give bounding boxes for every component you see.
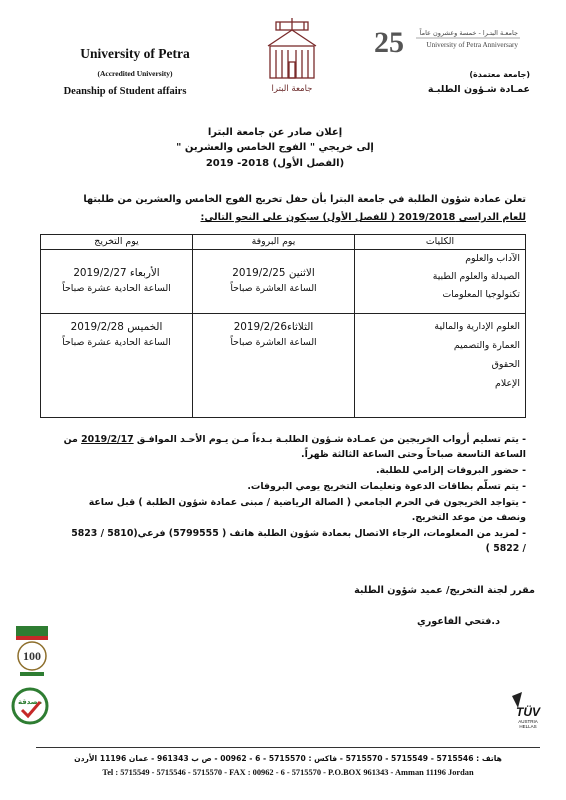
row1-graduation xyxy=(41,266,192,296)
intro-line-2-text: للعام الدراسي 2019/2018 ( للفصل الأول) سيكون على النحو التالي: xyxy=(200,212,526,223)
anniversary-logo xyxy=(372,24,522,58)
college-name: الصيدلة والعلوم الطبية xyxy=(432,271,520,282)
bullet-contact: - لمزيد من المعلومات، الرجاء الاتصال بعمادة شؤون الطلبة هاتف ( 5799555) فرعي(5810 / 5823 xyxy=(71,528,526,539)
rehearsal-time: الساعة العاشرة صباحاً xyxy=(230,337,317,348)
college-name: العمارة والتصميم xyxy=(453,340,520,351)
header-colleges: الكليات xyxy=(425,236,455,247)
bullet-robes-date: 2019/2/17 xyxy=(81,434,134,445)
rehearsal-day: الاثنين 2019/2/25 xyxy=(232,267,315,279)
bullet-rehearsal-mandatory: - حضور البروفات إلزامي للطلبة. xyxy=(376,465,526,476)
iso-label: مصدقة xyxy=(17,698,43,706)
footer-divider xyxy=(36,747,540,748)
row2-rehearsal xyxy=(193,320,354,350)
graduation-time: الساعة الحادية عشرة صباحاً xyxy=(62,337,171,348)
tuv-sub-1: AUSTRIA xyxy=(518,719,538,724)
table-header-divider xyxy=(40,249,526,250)
arabic-deanship-label: عمـادة شـؤون الطلبـة xyxy=(427,84,530,95)
college-name: الإعلام xyxy=(495,378,520,389)
bullet-attendance: - يتواجد الخريجون في الحرم الجامعي ( الصالة الرياضية / مبنى عمادة شؤون الطلبة ) قبل ساعة xyxy=(88,497,526,508)
anniversary-number: 25 xyxy=(374,26,404,58)
bullet-attendance-line-2: ونصف من موعد التخريج. xyxy=(411,512,526,523)
footer-contact-arabic: هاتف : 5715546 - 5715549 - 5715570 - فاكس : 5715570 - 6 - 00962 - ص ب 961343 - عمان 11196 الأردن xyxy=(74,754,502,763)
tuv-mark: TÜV xyxy=(516,705,540,719)
rehearsal-day: الثلاثاء2019/2/26 xyxy=(233,321,314,333)
table-row-divider xyxy=(40,313,526,314)
university-crest-logo xyxy=(262,16,322,90)
accredited-label: (Accredited University) xyxy=(97,69,173,78)
crest-label: جامعة البترا xyxy=(271,84,313,94)
graduation-schedule-table xyxy=(40,234,526,418)
row2-graduation xyxy=(41,320,192,350)
anniversary-arabic: جامعـة البتـرا - خمسة وعشرون عاماً xyxy=(419,29,518,37)
rehearsal-time: الساعة العاشرة صباحاً xyxy=(230,283,317,294)
anniversary-english: University of Petra Anniversary xyxy=(426,41,518,49)
arabic-accredited-label: (جامعة معتمدة) xyxy=(469,70,530,79)
announcement-line-2: إلى خريجي " الفوج الخامس والعشرين " xyxy=(176,142,374,153)
row1-colleges xyxy=(355,252,520,302)
announcement-line-1: إعلان صادر عن جامعة البترا xyxy=(207,127,343,138)
row1-rehearsal xyxy=(193,266,354,296)
bullet-robes-text-b: من xyxy=(63,434,82,445)
intro-line-1: تعلن عمادة شؤون الطلبة في جامعة البترا بأن حفل تخريج الفوج الخامس والعشرين من طلبتها xyxy=(83,194,526,205)
table-border-right xyxy=(525,234,526,418)
row2-colleges xyxy=(355,320,520,391)
graduation-time: الساعة الحادية عشرة صباحاً xyxy=(62,283,171,294)
bullet-invitations: - يتم تسلّم بطاقات الدعوة وتعليمات التخريج يومي البروفات. xyxy=(247,481,526,492)
graduation-day: الأربعاء 2019/2/27 xyxy=(73,267,160,279)
centenary-number: 100 xyxy=(23,649,41,663)
footer-contact-english: Tel : 5715549 - 5715546 - 5715570 - FAX : 00962 - 6 - 5715570 - P.O.BOX 961343 - Amman 11196 Jordan xyxy=(102,768,474,777)
centenary-seal-logo xyxy=(12,624,52,678)
bullet-contact-line-2: / 5822 ) xyxy=(485,543,526,554)
bullet-robes xyxy=(40,432,526,447)
signature-title: مقرر لجنة التخريج/ عميد شؤون الطلبة xyxy=(354,585,535,596)
graduation-day: الخميس 2019/2/28 xyxy=(70,321,163,333)
header-graduation-day: يوم التخريج xyxy=(94,236,139,247)
college-name: الحقوق xyxy=(491,359,520,370)
tuv-austria-logo xyxy=(508,690,548,730)
header-rehearsal-day: يوم البروفة xyxy=(251,236,296,247)
announcement-line-3: (الفصل الأول) 2018- 2019 xyxy=(205,158,345,169)
bullet-robes-line-2: الساعة التاسعة صباحاً وحتى الساعة الثالثة ظهراً. xyxy=(301,449,526,460)
college-name: العلوم الإدارية والمالية xyxy=(434,321,520,332)
accreditation-seal-logo xyxy=(10,686,50,726)
bullet-robes-text-a: - يتم تسليم أرواب الخريجين من عمـادة شـؤون الطلبـة بـدءاً مـن يـوم الأحـد الموافـق xyxy=(133,434,526,445)
university-name: University of Petra xyxy=(80,46,190,61)
tuv-sub-2: HELLAS xyxy=(519,724,537,729)
intro-line-2 xyxy=(40,212,526,223)
signature-name: د.فتحي الفاعوري xyxy=(416,616,500,627)
college-name: الآداب والعلوم xyxy=(465,253,520,264)
table-border-bottom xyxy=(40,417,526,418)
deanship-label: Deanship of Student affairs xyxy=(63,86,187,97)
college-name: تكنولوجيا المعلومات xyxy=(442,289,520,300)
